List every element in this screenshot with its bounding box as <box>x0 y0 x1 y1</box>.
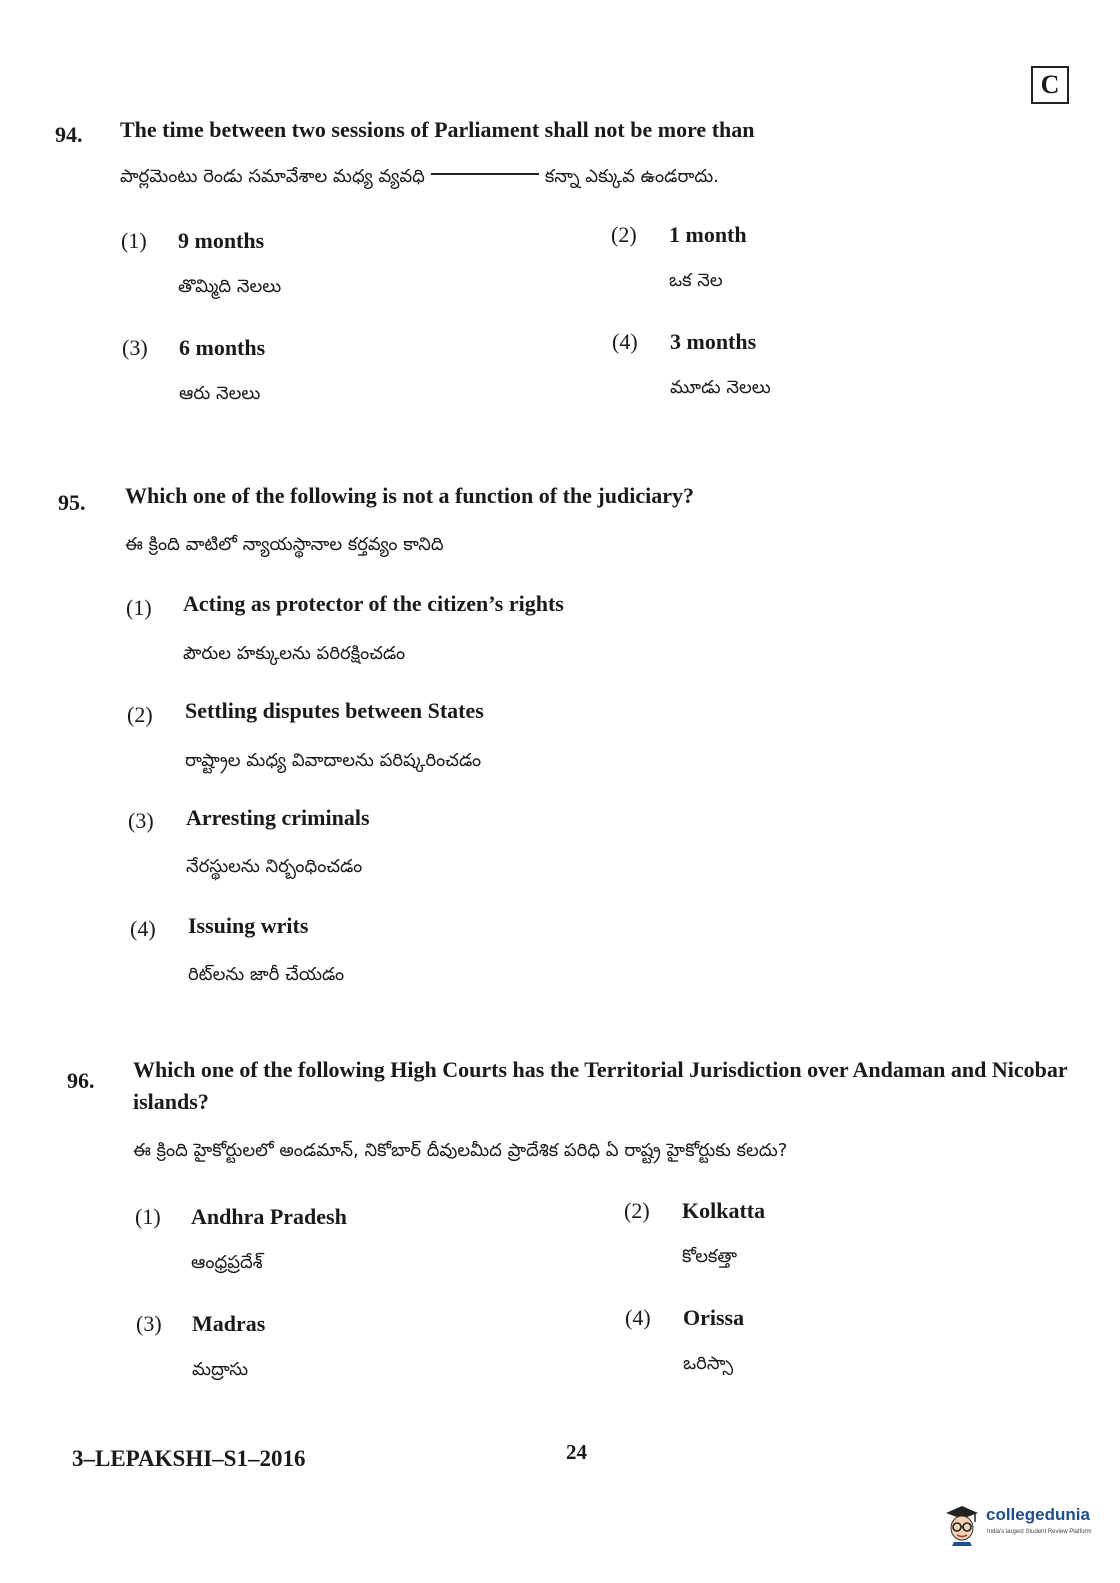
question-text-en: Which one of the following is not a function of the judiciary? <box>125 483 694 508</box>
option-number: (3) <box>128 808 154 833</box>
paper-code: 3–LEPAKSHI–S1–2016 <box>72 1446 306 1471</box>
option-text-en: 6 months <box>179 335 266 360</box>
option-text-te: రిట్‌లను జారీ చేయడం <box>188 964 345 985</box>
option-text-en: Issuing writs <box>188 913 309 938</box>
option-text-te: పౌరుల హక్కులను పరిరక్షించడం <box>183 643 406 664</box>
option-text-en: 1 month <box>669 222 747 247</box>
option-text-en: Andhra Pradesh <box>191 1204 347 1229</box>
question-text-te: ఈ క్రింది వాటిలో న్యాయస్థానాల కర్తవ్యం కానిది <box>125 534 444 555</box>
logo-tagline: India's largest Student Review Platform <box>987 1529 1092 1535</box>
question-text-te <box>120 166 719 191</box>
option-number: (1) <box>121 228 147 253</box>
question-95 <box>58 483 1098 996</box>
option-text-te: ఒరిస్సా <box>683 1353 734 1374</box>
logo-name: collegedunia <box>986 1505 1090 1524</box>
question-number: 96. <box>67 1068 95 1093</box>
option-number: (2) <box>624 1198 650 1223</box>
option-number: (3) <box>122 335 148 360</box>
option-text-te: ఆంధ్రప్రదేశ్ <box>191 1252 263 1273</box>
question-text-te-after: కన్నా ఎక్కువ ఉండరాదు. <box>544 166 719 187</box>
option-text-te: నేరస్థులను నిర్బంధించడం <box>186 856 363 877</box>
option-text-en: Madras <box>192 1311 266 1336</box>
option-text-en: 9 months <box>178 228 265 253</box>
option-number: (4) <box>625 1305 651 1330</box>
option-number: (1) <box>126 595 152 620</box>
option-text-en: Orissa <box>683 1305 745 1330</box>
student-mascot-icon <box>944 1504 980 1546</box>
question-text-en: Which one of the following High Courts has the Territorial Jurisdiction over Andaman and Nicobar islands? <box>133 1057 1068 1114</box>
option-text-en: Arresting criminals <box>186 805 370 830</box>
option-number: (2) <box>611 222 637 247</box>
option-text-te: తొమ్మిది నెలలు <box>178 276 282 297</box>
question-number: 95. <box>58 490 86 515</box>
question-94 <box>55 118 1095 418</box>
option-text-en: Settling disputes between States <box>185 698 484 723</box>
option-text-en: Acting as protector of the citizen’s rights <box>183 591 564 616</box>
option-number: (3) <box>136 1311 162 1336</box>
question-number: 94. <box>55 122 83 147</box>
option-text-te: రాష్ట్రాల మధ్య వివాదాలను పరిష్కరించడం <box>185 750 482 771</box>
question-text-en: The time between two sessions of Parliament shall not be more than <box>120 117 755 142</box>
fill-in-blank <box>431 173 539 175</box>
option-text-te: మద్రాసు <box>192 1359 249 1380</box>
question-96 <box>67 1057 1107 1400</box>
option-number: (4) <box>130 916 156 941</box>
collegedunia-logo <box>944 1500 1104 1550</box>
page-number: 24 <box>566 1440 587 1464</box>
option-text-te: ఒక నెల <box>669 270 723 291</box>
option-number: (1) <box>135 1204 161 1229</box>
booklet-code-box: C <box>1031 66 1069 104</box>
option-text-en: 3 months <box>670 329 757 354</box>
question-text-te-before: పార్లమెంటు రెండు సమావేశాల మధ్య వ్యవధి <box>120 166 425 187</box>
option-text-te: ఆరు నెలలు <box>179 383 261 404</box>
option-number: (4) <box>612 329 638 354</box>
question-text-te: ఈ క్రింది హైకోర్టులలో అండమాన్, నికోబార్ దీవులమీద ప్రాదేశిక పరిధి ఏ రాష్ట్ర హైకోర్టుకు కలదు? <box>133 1140 788 1161</box>
option-text-te: మూడు నెలలు <box>670 377 771 398</box>
option-number: (2) <box>127 702 153 727</box>
option-text-en: Kolkatta <box>682 1198 766 1223</box>
option-text-te: కోలకత్తా <box>682 1246 738 1267</box>
